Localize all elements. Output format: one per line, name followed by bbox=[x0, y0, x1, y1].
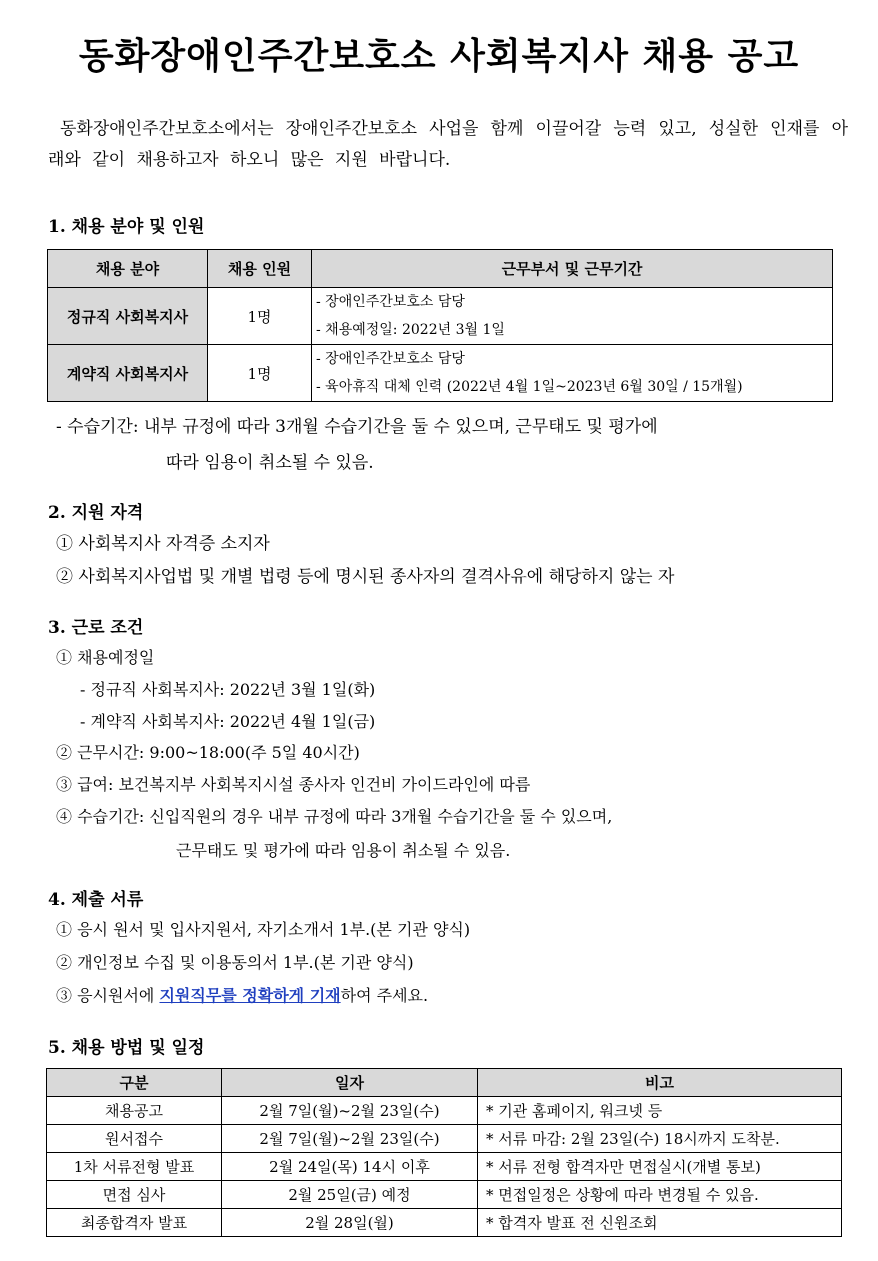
document-item bbox=[56, 983, 428, 1006]
detail-cell bbox=[312, 288, 833, 345]
schedule-date: 2월 7일(월)~2월 23일(수) bbox=[222, 1097, 478, 1125]
schedule-note: * 면접일정은 상황에 따라 변경될 수 있음. bbox=[478, 1181, 842, 1209]
table-row bbox=[48, 288, 833, 345]
qualification-item: ① 사회복지사 자격증 소지자 bbox=[56, 534, 270, 554]
section1-heading: 1. 채용 분야 및 인원 bbox=[48, 217, 205, 237]
table-header: 근무부서 및 근무기간 bbox=[312, 250, 833, 288]
condition-item: ④ 수습기간: 신입직원의 경우 내부 규정에 따라 3개월 수습기간을 둘 수 있으며, bbox=[56, 807, 613, 826]
table-header: 채용 분야 bbox=[48, 250, 208, 288]
document-item-suffix: 하여 주세요. bbox=[340, 986, 429, 1005]
schedule-step: 채용공고 bbox=[47, 1097, 222, 1125]
table-header-row bbox=[48, 250, 833, 288]
condition-subitem: - 정규직 사회복지사: 2022년 3월 1일(화) bbox=[80, 680, 376, 699]
probation-note-line2: 따라 임용이 취소될 수 있음. bbox=[166, 453, 374, 473]
schedule-date: 2월 24일(목) 14시 이후 bbox=[222, 1153, 478, 1181]
table-row bbox=[47, 1153, 842, 1181]
field-cell: 정규직 사회복지사 bbox=[48, 288, 208, 345]
detail-line: - 채용예정일: 2022년 3월 1일 bbox=[316, 322, 505, 338]
detail-cell bbox=[312, 345, 833, 402]
table-header: 채용 인원 bbox=[208, 250, 312, 288]
schedule-step: 최종합격자 발표 bbox=[47, 1209, 222, 1237]
table-header: 일자 bbox=[222, 1069, 478, 1097]
qualification-item: ② 사회복지사업법 및 개별 법령 등에 명시된 종사자의 결격사유에 해당하지 않는 자 bbox=[56, 567, 675, 587]
table-row bbox=[47, 1097, 842, 1125]
condition-item: ① 채용예정일 bbox=[56, 648, 155, 667]
section4-heading: 4. 제출 서류 bbox=[48, 890, 144, 910]
schedule-date: 2월 25일(금) 예정 bbox=[222, 1181, 478, 1209]
schedule-step: 1차 서류전형 발표 bbox=[47, 1153, 222, 1181]
document-item: ② 개인정보 수집 및 이용동의서 1부.(본 기관 양식) bbox=[56, 953, 414, 972]
document-item: ① 응시 원서 및 입사지원서, 자기소개서 1부.(본 기관 양식) bbox=[56, 920, 471, 939]
condition-item-cont: 근무태도 및 평가에 따라 임용이 취소될 수 있음. bbox=[176, 841, 511, 860]
table-header: 구분 bbox=[47, 1069, 222, 1097]
schedule-date: 2월 7일(월)~2월 23일(수) bbox=[222, 1125, 478, 1153]
page-title: 동화장애인주간보호소 사회복지사 채용 공고 bbox=[78, 36, 800, 77]
highlighted-instruction: 지원직무를 정확하게 기재 bbox=[159, 986, 341, 1005]
schedule-note: * 합격자 발표 전 신원조회 bbox=[478, 1209, 842, 1237]
table-row bbox=[47, 1125, 842, 1153]
condition-item: ② 근무시간: 9:00~18:00(주 5일 40시간) bbox=[56, 743, 360, 762]
condition-item: ③ 급여: 보건복지부 사회복지시설 종사자 인건비 가이드라인에 따름 bbox=[56, 775, 531, 794]
recruitment-field-table bbox=[47, 249, 833, 402]
schedule-note: * 서류 마감: 2월 23일(수) 18시까지 도착분. bbox=[478, 1125, 842, 1153]
detail-line: - 장애인주간보호소 담당 bbox=[316, 294, 465, 310]
condition-subitem: - 계약직 사회복지사: 2022년 4월 1일(금) bbox=[80, 712, 376, 731]
probation-note-line1: - 수습기간: 내부 규정에 따라 3개월 수습기간을 둘 수 있으며, 근무태도 및 평가에 bbox=[56, 417, 658, 437]
section3-heading: 3. 근로 조건 bbox=[48, 618, 144, 638]
schedule-note: * 기관 홈페이지, 워크넷 등 bbox=[478, 1097, 842, 1125]
table-row bbox=[47, 1209, 842, 1237]
count-cell: 1명 bbox=[208, 345, 312, 402]
count-cell: 1명 bbox=[208, 288, 312, 345]
section2-heading: 2. 지원 자격 bbox=[48, 503, 144, 523]
table-header: 비고 bbox=[478, 1069, 842, 1097]
schedule-note: * 서류 전형 합격자만 면접실시(개별 통보) bbox=[478, 1153, 842, 1181]
schedule-table bbox=[46, 1068, 842, 1237]
table-row bbox=[47, 1181, 842, 1209]
detail-line: - 육아휴직 대체 인력 (2022년 4월 1일~2023년 6월 30일 / 15개월) bbox=[316, 379, 743, 395]
document-item-prefix: ③ 응시원서에 bbox=[56, 986, 160, 1005]
intro-paragraph: 동화장애인주간보호소에서는 장애인주간보호소 사업을 함께 이끌어갈 능력 있고, 성실한 인재를 아래와 같이 채용하고자 하오니 많은 지원 바랍니다. bbox=[48, 119, 848, 170]
schedule-date: 2월 28일(월) bbox=[222, 1209, 478, 1237]
field-cell: 계약직 사회복지사 bbox=[48, 345, 208, 402]
schedule-step: 원서접수 bbox=[47, 1125, 222, 1153]
table-row bbox=[48, 345, 833, 402]
section5-heading: 5. 채용 방법 및 일정 bbox=[48, 1038, 205, 1058]
detail-line: - 장애인주간보호소 담당 bbox=[316, 351, 465, 367]
schedule-step: 면접 심사 bbox=[47, 1181, 222, 1209]
table-header-row bbox=[47, 1069, 842, 1097]
